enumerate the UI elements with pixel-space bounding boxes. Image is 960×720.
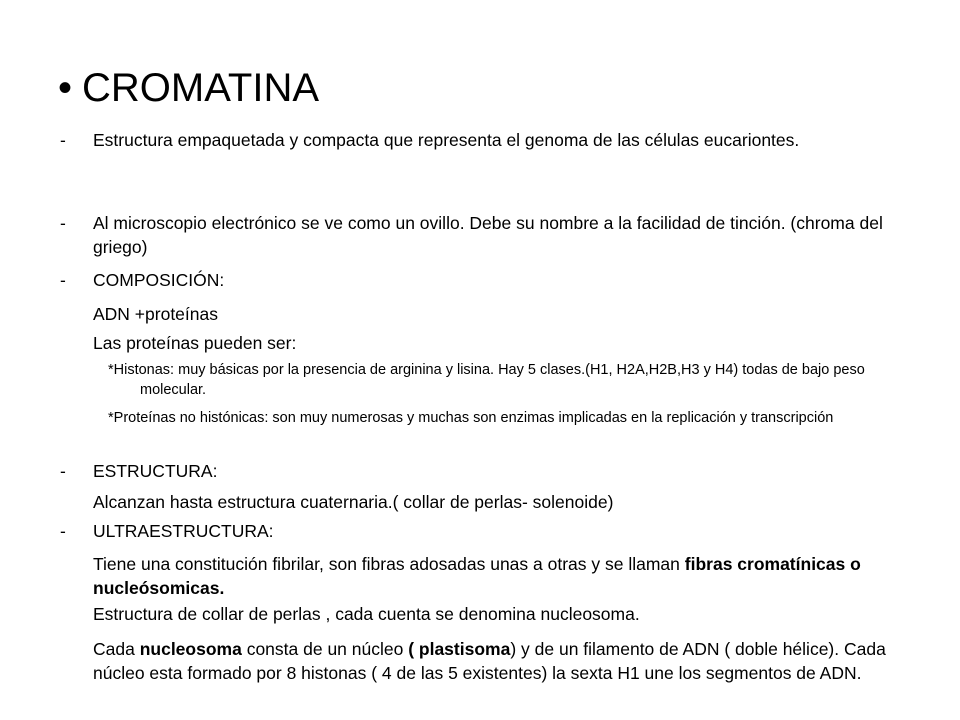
fibrillar-bold: fibras cromatínicas o nucleósomicas. xyxy=(93,554,861,598)
nucleosome-bold: nucleosoma xyxy=(139,639,242,659)
microscope-text: Al microscopio electrónico se ve como un ovillo. Debe su nombre a la facilidad de tinción. (chroma del griego) xyxy=(93,213,883,257)
dash-marker: - xyxy=(60,130,66,150)
title-bullet: • xyxy=(58,66,73,110)
composition-heading: COMPOSICIÓN: xyxy=(93,270,225,290)
ultrastructure-heading: ULTRAESTRUCTURA: xyxy=(93,521,274,541)
slide-title xyxy=(58,64,319,112)
adn-text: ADN +proteínas xyxy=(93,304,218,324)
title-text: CROMATINA xyxy=(82,66,320,110)
nucleosome-text-start: Cada xyxy=(93,639,140,659)
definition-text: Estructura empaquetada y compacta que representa el genoma de las células eucariontes. xyxy=(93,130,800,150)
adn-line xyxy=(60,302,910,326)
structure-heading: ESTRUCTURA: xyxy=(93,461,218,481)
nucleosome-paragraph xyxy=(60,637,910,685)
bead-collar-text: Estructura de collar de perlas , cada cuenta se denomina nucleosoma. xyxy=(93,604,640,624)
plastisome-bold: ( plastisoma xyxy=(408,639,511,659)
nucleosome-text-end: ) y de un filamento de ADN ( doble hélice). Cada núcleo esta formado por 8 histonas ( 4 de las 5 existentes) la sexta H1 une los segmentos de ADN. xyxy=(93,639,886,683)
bead-collar-line xyxy=(60,602,910,626)
fibrillar-text-start: Tiene una constitución fibrilar, son fibras adosadas unas a otras y se llaman xyxy=(93,554,685,574)
proteins-line xyxy=(60,331,910,355)
histones-text: *Histonas: muy básicas por la presencia de arginina y lisina. Hay 5 clases.(H1, H2A,H2B,H3 y H4) todas de bajo peso molecular. xyxy=(108,362,865,398)
item-definition xyxy=(60,128,910,152)
dash-marker: - xyxy=(60,521,66,541)
quaternary-text: Alcanzan hasta estructura cuaternaria.( collar de perlas- solenoide) xyxy=(93,492,614,512)
nucleosome-text-mid: consta de un núcleo xyxy=(241,639,409,659)
fibrillar-text xyxy=(93,552,910,600)
fibrillar-paragraph xyxy=(60,552,910,600)
quaternary-line xyxy=(60,490,910,514)
dash-marker: - xyxy=(60,461,66,481)
dash-marker: - xyxy=(60,270,66,290)
non-histone-text: *Proteínas no histónicas: son muy numerosas y muchas son enzimas implicadas en la replicación y transcripción xyxy=(108,410,834,426)
proteins-text: Las proteínas pueden ser: xyxy=(93,333,297,353)
item-structure xyxy=(60,459,910,483)
item-ultrastructure xyxy=(60,519,910,543)
item-composition xyxy=(60,268,910,292)
item-microscope xyxy=(60,211,910,259)
nucleosome-text xyxy=(93,637,910,685)
dash-marker: - xyxy=(60,213,66,233)
